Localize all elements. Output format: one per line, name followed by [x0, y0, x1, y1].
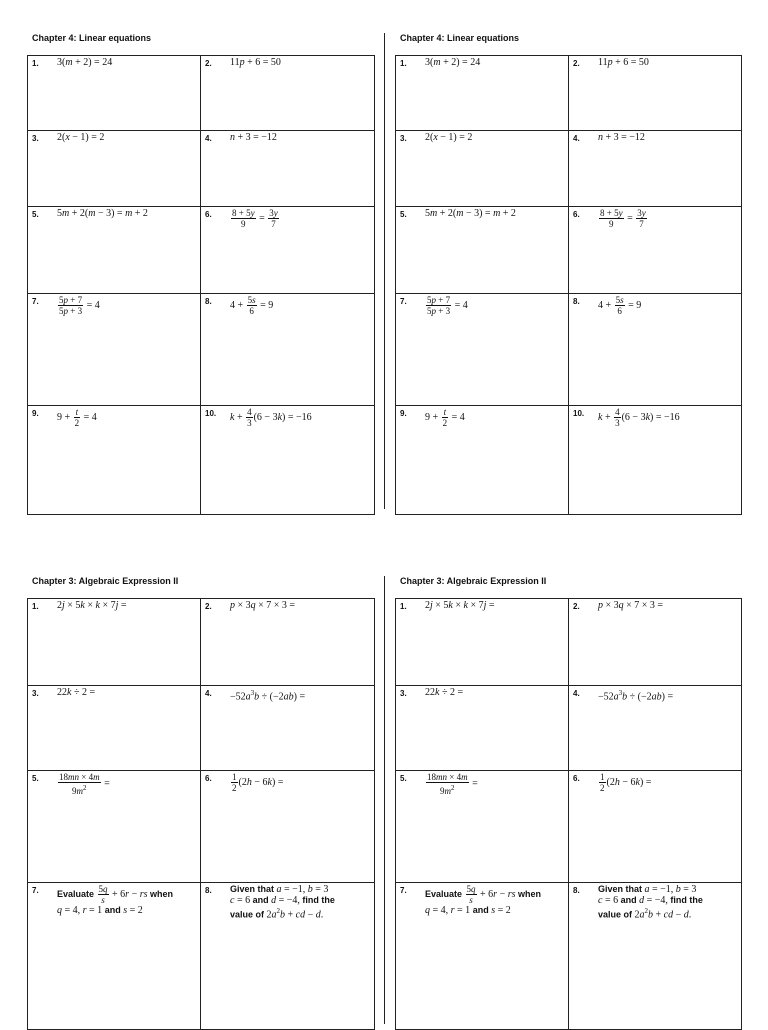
equation: 4 + $\frac{5s}{6}$ = 9 — [598, 295, 642, 316]
question-cell — [28, 294, 201, 406]
heading-algebraic-expression-left: Chapter 3: Algebraic Expression II — [32, 576, 179, 586]
equation: n + 3 = −12 — [598, 132, 645, 143]
question-cell — [28, 406, 201, 515]
question-cell — [569, 294, 742, 406]
question-cell — [28, 131, 201, 207]
question-number: 5. — [32, 210, 39, 219]
question-cell — [201, 406, 375, 515]
question-number: 5. — [400, 210, 407, 219]
question-number: 6. — [205, 210, 212, 219]
question-number: 10. — [205, 409, 217, 418]
question-cell — [28, 771, 201, 883]
expression: 2j × 5k × k × 7j = — [57, 600, 127, 611]
equation: $\frac{5p + 7}{5p + 3}$ = 4 — [59, 295, 100, 316]
question-number: 2. — [573, 602, 580, 611]
question-number: 8. — [205, 886, 212, 895]
question-cell — [396, 207, 569, 294]
heading-algebraic-expression-right: Chapter 3: Algebraic Expression II — [400, 576, 547, 586]
expression: $\frac{18mn \times 4m}{9m^2}$ = — [59, 772, 110, 796]
equation: 5m + 2(m − 3) = m + 2 — [57, 208, 148, 219]
question-cell — [396, 131, 569, 207]
question-cell — [396, 771, 569, 883]
question-cell — [201, 207, 375, 294]
question-number: 8. — [573, 297, 580, 306]
question-cell — [396, 883, 569, 1030]
cut-line-bottom — [384, 576, 385, 1024]
equation: 9 + $\frac{t}{2}$ = 4 — [425, 407, 465, 428]
equation: 11p + 6 = 50 — [230, 57, 281, 68]
equation: 9 + $\frac{t}{2}$ = 4 — [57, 407, 97, 428]
question-cell — [201, 56, 375, 131]
question-number: 9. — [400, 409, 407, 418]
equation: n + 3 = −12 — [230, 132, 277, 143]
question-cell — [396, 294, 569, 406]
question-cell — [201, 294, 375, 406]
equation: 11p + 6 = 50 — [598, 57, 649, 68]
question-number: 1. — [400, 59, 407, 68]
question-number: 9. — [32, 409, 39, 418]
question-cell — [396, 686, 569, 771]
expression: Evaluate $\frac{5q}{s}$ + 6r − rs when q = 4, r = 1 and s = 2 — [57, 884, 174, 916]
question-number: 6. — [205, 774, 212, 783]
question-cell — [569, 131, 742, 207]
equation: k + $\frac{4}{3}$ (6 − 3k) = −16 — [598, 407, 680, 428]
question-number: 5. — [400, 774, 407, 783]
heading-linear-equations-right: Chapter 4: Linear equations — [400, 33, 520, 43]
question-number: 7. — [32, 886, 39, 895]
question-number: 3. — [32, 134, 39, 143]
expression: $\frac{18mn \times 4m}{9m^2}$ = — [427, 772, 478, 796]
question-cell — [396, 56, 569, 131]
question-number: 8. — [205, 297, 212, 306]
algebraic-expression-table-left — [27, 598, 375, 1030]
question-number: 8. — [573, 886, 580, 895]
equation: $\frac{8 + 5y}{9}$ = $\frac{3y}{7}$ — [232, 208, 278, 229]
expression: 22k ÷ 2 = — [425, 687, 464, 698]
question-cell — [201, 771, 375, 883]
question-number: 3. — [400, 689, 407, 698]
question-number: 4. — [573, 134, 580, 143]
equation: $\frac{5p + 7}{5p + 3}$ = 4 — [427, 295, 468, 316]
expression: 2j × 5k × k × 7j = — [425, 600, 495, 611]
cut-line-top — [384, 33, 385, 509]
question-cell — [201, 131, 375, 207]
question-cell — [28, 883, 201, 1030]
question-number: 6. — [573, 210, 580, 219]
equation: 4 + $\frac{5s}{6}$ = 9 — [230, 295, 274, 316]
linear-equations-table-left — [27, 55, 375, 515]
question-number: 10. — [573, 409, 585, 418]
question-cell — [569, 56, 742, 131]
question-number: 1. — [400, 602, 407, 611]
question-cell — [396, 406, 569, 515]
equation: 3(m + 2) = 24 — [57, 57, 113, 68]
expression: Evaluate $\frac{5q}{s}$ + 6r − rs when q = 4, r = 1 and s = 2 — [425, 884, 542, 916]
question-number: 7. — [400, 297, 407, 306]
question-number: 1. — [32, 59, 39, 68]
equation: 2(x − 1) = 2 — [425, 132, 473, 143]
question-cell — [569, 599, 742, 686]
question-cell — [28, 207, 201, 294]
question-number: 3. — [400, 134, 407, 143]
question-cell — [569, 883, 742, 1030]
equation: 2(x − 1) = 2 — [57, 132, 105, 143]
question-cell — [569, 771, 742, 883]
question-cell — [28, 686, 201, 771]
question-cell — [569, 207, 742, 294]
equation: k + $\frac{4}{3}$ (6 − 3k) = −16 — [230, 407, 312, 428]
expression: $-52a^3b \div (-2ab)$ = — [230, 689, 306, 703]
expression: p × 3q × 7 × 3 = — [230, 600, 296, 611]
heading-linear-equations-left: Chapter 4: Linear equations — [32, 33, 152, 43]
question-number: 3. — [32, 689, 39, 698]
expression: 22k ÷ 2 = — [57, 687, 96, 698]
equation: $\frac{8 + 5y}{9}$ = $\frac{3y}{7}$ — [600, 208, 646, 229]
question-number: 1. — [32, 602, 39, 611]
question-number: 7. — [32, 297, 39, 306]
question-number: 4. — [205, 134, 212, 143]
question-number: 4. — [573, 689, 580, 698]
linear-equations-table-right — [395, 55, 742, 515]
question-number: 7. — [400, 886, 407, 895]
question-cell — [201, 883, 375, 1030]
expression: $-52a^3b \div (-2ab)$ = — [598, 689, 674, 703]
question-cell — [569, 406, 742, 515]
expression: $\frac{1}{2}$ (2h − 6k) = — [600, 772, 652, 793]
question-cell — [396, 599, 569, 686]
question-number: 5. — [32, 774, 39, 783]
question-cell — [569, 686, 742, 771]
question-cell — [28, 599, 201, 686]
question-number: 6. — [573, 774, 580, 783]
question-cell — [201, 686, 375, 771]
question-cell — [201, 599, 375, 686]
question-cell — [28, 56, 201, 131]
equation: 3(m + 2) = 24 — [425, 57, 481, 68]
question-number: 2. — [205, 59, 212, 68]
equation: 5m + 2(m − 3) = m + 2 — [425, 208, 516, 219]
algebraic-expression-table-right — [395, 598, 742, 1030]
expression: Given that a = −1, b = 3 c = 6 and d = −4, find the value of $2a^2b$ + cd − d. — [598, 884, 703, 921]
expression: p × 3q × 7 × 3 = — [598, 600, 664, 611]
question-number: 4. — [205, 689, 212, 698]
question-number: 2. — [205, 602, 212, 611]
question-number: 2. — [573, 59, 580, 68]
expression: Given that a = −1, b = 3 c = 6 and d = −4, find the value of $2a^2b$ + cd − d. — [230, 884, 335, 921]
expression: $\frac{1}{2}$ (2h − 6k) = — [232, 772, 284, 793]
